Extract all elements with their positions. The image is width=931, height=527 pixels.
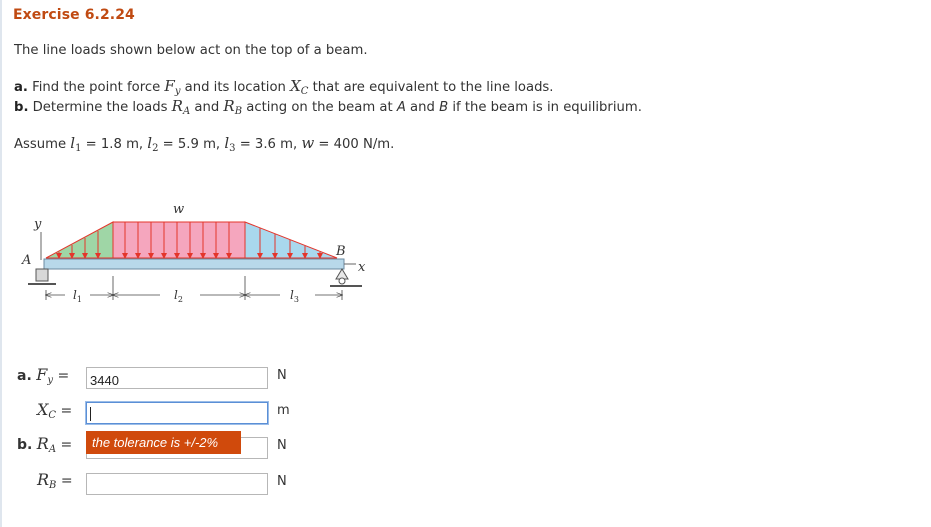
label-A: A <box>22 253 32 268</box>
dim-l3: $l_3$ <box>290 288 299 304</box>
label-x: x <box>358 260 366 275</box>
part-a-label: a. <box>14 80 28 95</box>
part-b-t3: acting on the beam at <box>242 100 397 115</box>
ra-unit: N <box>277 438 287 453</box>
dim-l2: $l_2$ <box>174 288 183 304</box>
rb-input[interactable] <box>86 473 268 495</box>
left-border <box>0 0 2 527</box>
sym-w: w <box>301 134 315 152</box>
part-a-t1: Find the point force <box>27 80 165 95</box>
part-b-label: b. <box>14 100 29 115</box>
sym-A: A <box>396 100 406 115</box>
sym-l2-sub: 2 <box>152 143 159 154</box>
w-value: = 400 N/m. <box>314 137 395 152</box>
ra-label: b. $R_A$ = <box>17 434 73 455</box>
problem-intro: The line loads shown below act on the top of a beam. <box>14 43 368 58</box>
fy-unit: N <box>277 368 287 383</box>
roller-B <box>339 278 345 284</box>
sym-RB: R <box>223 97 235 115</box>
sym-RA: R <box>171 97 183 115</box>
sym-l2: l <box>147 134 153 152</box>
sym-F: F <box>164 77 175 95</box>
label-B: B <box>336 244 346 259</box>
load-green-triangle <box>46 222 113 258</box>
part-a-t2: and its location <box>180 80 291 95</box>
text-caret <box>90 407 91 421</box>
sym-B: B <box>439 100 449 115</box>
fy-label: a. $F_y$ = <box>17 365 70 386</box>
beam <box>44 259 344 269</box>
l3-value: = 3.6 m, <box>235 137 302 152</box>
xc-unit: m <box>277 403 290 418</box>
support-A <box>36 269 48 281</box>
sym-RA-sub: A <box>182 106 191 117</box>
beam-diagram <box>10 198 380 318</box>
part-a-t3: that are equivalent to the line loads. <box>308 80 554 95</box>
assume-line <box>14 134 394 154</box>
xc-input[interactable] <box>86 402 268 424</box>
sym-F-sub: y <box>174 86 181 97</box>
xc-label: $X_C$ = <box>37 400 73 421</box>
rb-unit: N <box>277 474 287 489</box>
sym-X-sub: C <box>300 86 309 97</box>
sym-l3-sub: 3 <box>229 143 236 154</box>
load-pink-rect <box>113 222 245 258</box>
sym-l1-sub: 1 <box>75 143 82 154</box>
sym-l3: l <box>224 134 230 152</box>
sym-X: X <box>290 77 301 95</box>
part-b-t5: if the beam is in equilibrium. <box>448 100 642 115</box>
fy-input[interactable] <box>86 367 268 389</box>
label-y: y <box>34 217 42 232</box>
tolerance-tooltip: the tolerance is +/-2% <box>86 431 241 454</box>
part-b-t4: and <box>405 100 440 115</box>
sym-RB-sub: B <box>234 106 243 117</box>
part-a-text <box>14 77 554 97</box>
label-w: w <box>173 202 185 217</box>
rb-label: $R_B$ = <box>37 470 73 491</box>
part-b-t1: Determine the loads <box>28 100 172 115</box>
dim-l1: $l_1$ <box>73 288 82 304</box>
part-b-t2: and <box>190 100 224 115</box>
part-b-text <box>14 97 642 117</box>
l2-value: = 5.9 m, <box>158 137 225 152</box>
load-blue-triangle <box>245 222 337 258</box>
assume-prefix: Assume <box>14 137 71 152</box>
sym-l1: l <box>70 134 76 152</box>
exercise-title: Exercise 6.2.24 <box>13 7 135 23</box>
l1-value: = 1.8 m, <box>81 137 148 152</box>
